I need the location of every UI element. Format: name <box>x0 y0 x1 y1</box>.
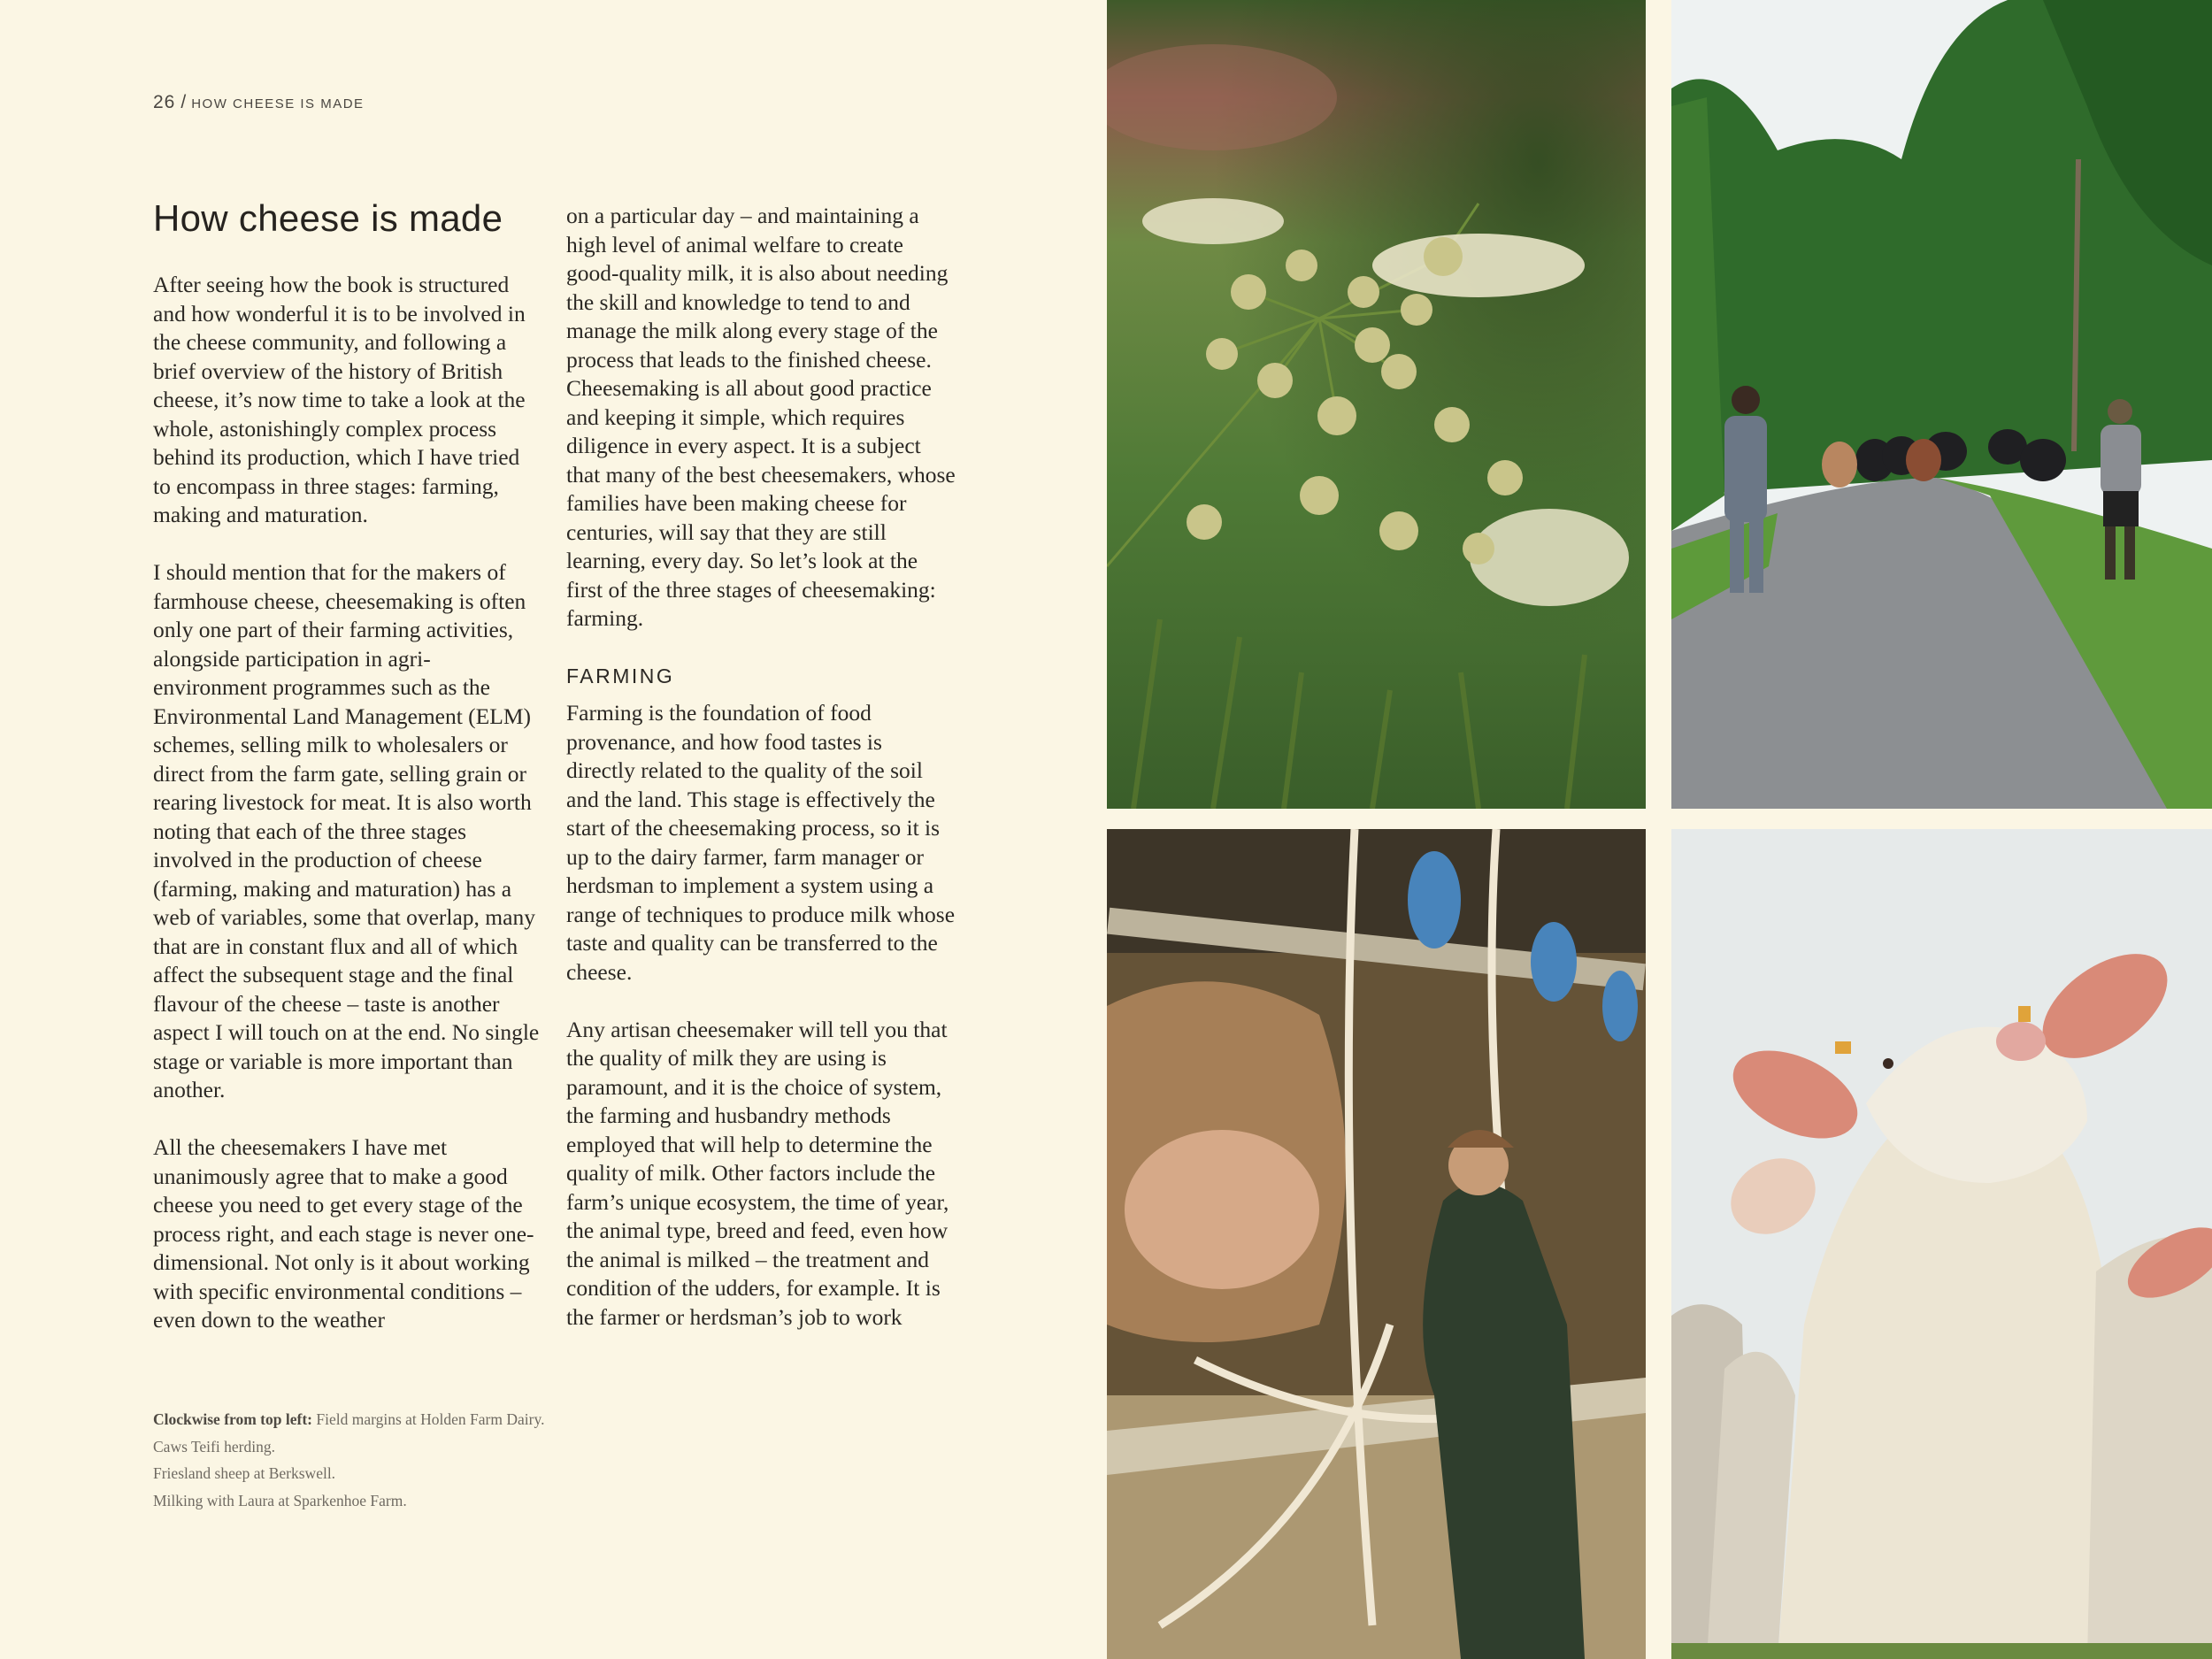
body-paragraph: on a particular day – and maintaining a high level of animal welfare to create good-quality milk, it is also about needing the skill and knowledge to tend to and manage the milk along every stage of the process that leads to the finished cheese. Cheesemaking is all about good practice and keeping it simple, which requires diligence in every aspect. It is a subject that many of the best cheesemakers, whose families have been making cheese for centuries, will say that they are still learning, every day. So let’s look at the first of the three stages of cheesemaking: farming. <box>566 203 956 631</box>
body-paragraph: All the cheesemakers I have met unanimously agree that to make a good cheese you need to get every stage of the process right, and each stage is never one-dimensional. Not only is it about working with specific environmental conditions – even down to the weather <box>153 1134 534 1333</box>
photo-milking-parlour <box>1107 829 1646 1659</box>
caption-line <box>153 1406 772 1433</box>
photo-cows-herding-lane <box>1671 0 2212 809</box>
section-heading-farming: FARMING <box>566 664 675 687</box>
caption-text: Field margins at Holden Farm Dairy. <box>316 1410 545 1428</box>
caption-line: Caws Teifi herding. <box>153 1437 275 1455</box>
caption-line: Friesland sheep at Berkswell. <box>153 1464 336 1482</box>
body-paragraph: After seeing how the book is structured and how wonderful it is to be involved in the cheese community, and following a brief overview of the history of British cheese, it’s now time to take a look at the whole, astonishingly complex process behind its production, which I have tried to encompass in three stages: farming, making and maturation. <box>153 272 526 527</box>
body-paragraph: Farming is the foundation of food provenance, and how food tastes is directly related to the quality of the soil and the land. This stage is effectively the start of the cheesemaking process, so it is up to the dairy farmer, farm manager or herdsman to implement a system using a range of techniques to produce milk whose taste and quality can be transferred to the cheese. <box>566 700 956 985</box>
running-header <box>153 92 365 113</box>
article-title: How cheese is made <box>153 197 503 239</box>
caption-line: Milking with Laura at Sparkenhoe Farm. <box>153 1491 407 1509</box>
body-paragraph: Any artisan cheesemaker will tell you that the quality of milk they are using is paramount, and it is the choice of system, the farming and husbandry methods employed that will help to determine the quality of milk. Other factors include the farm’s unique ecosystem, the time of year, the animal type, breed and feed, even how the animal is milked – the treatment and condition of the udders, for example. It is the farmer or herdsman’s job to work <box>566 1016 949 1330</box>
body-paragraph: I should mention that for the makers of farmhouse cheese, cheesemaking is often only one part of their farming activities, alongside participation in agri-environment programmes such as the Environmental Land Management (ELM) schemes, selling milk to wholesalers or direct from the farm gate, selling grain or rearing livestock for meat. It is also worth noting that each of the three stages involved in the production of cheese (farming, making and maturation) has a web of variables, some that overlap, many that are in constant flux and all of which affect the subsequent stage and the final flavour of the cheese – taste is another aspect I will touch on at the end. No single stage or variable is more important than another. <box>153 559 540 1102</box>
text-column-left <box>153 195 542 1363</box>
header-separator: / <box>180 92 187 112</box>
text-column-right <box>566 202 956 1332</box>
page-number: 26 <box>153 92 176 112</box>
photo-captions <box>153 1406 772 1514</box>
photo-field-margin-flowers <box>1107 0 1646 809</box>
header-section-title: HOW CHEESE IS MADE <box>191 96 365 111</box>
photo-friesland-sheep <box>1671 829 2212 1659</box>
caption-lead: Clockwise from top left: <box>153 1410 312 1428</box>
